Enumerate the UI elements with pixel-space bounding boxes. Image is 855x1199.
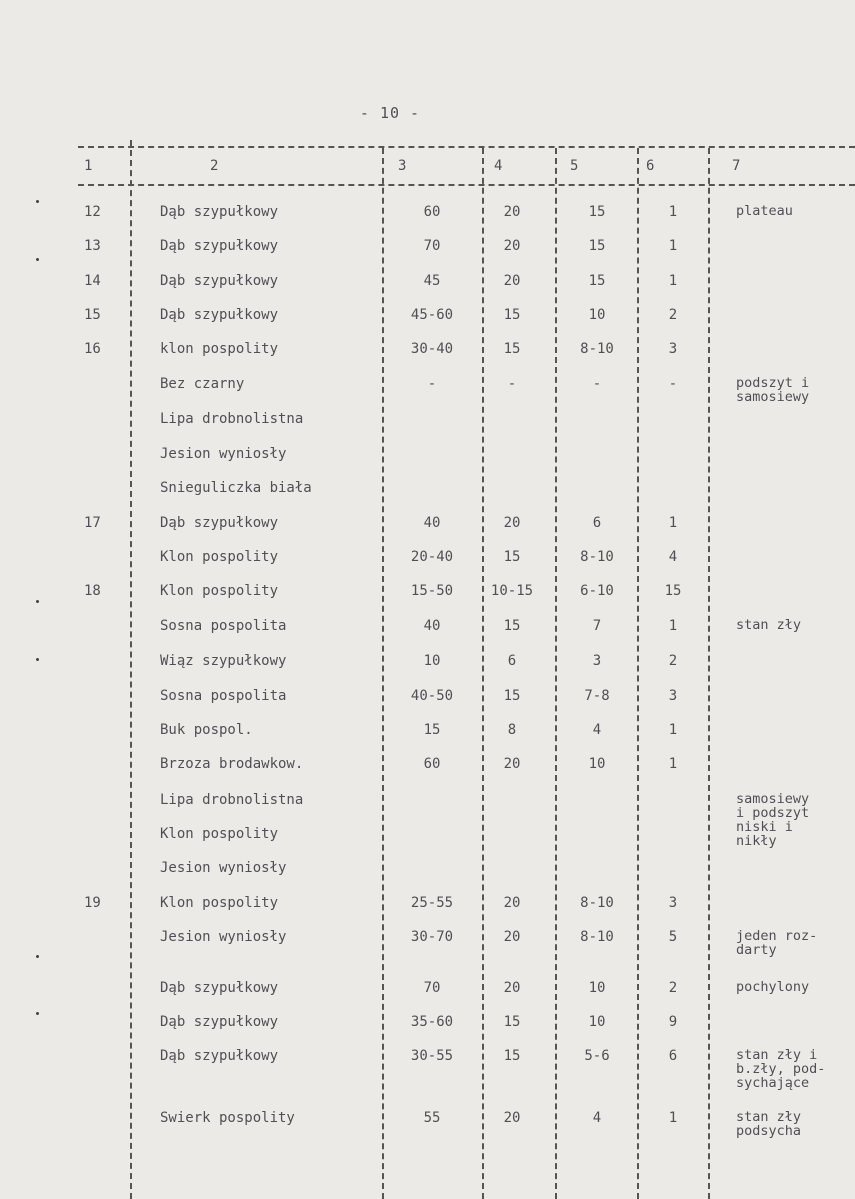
species-name: Dąb szypułkowy [160,1014,279,1030]
species-name: Brzoza brodawkow. [160,756,304,772]
value-col-3: 30-70 [410,929,454,945]
value-col-4: 15 [503,307,521,323]
value-col-5: 7 [592,618,602,634]
value-col-4: 15 [503,341,521,357]
value-col-3: 35-60 [410,1014,454,1030]
species-name: Sosna pospolita [160,688,287,704]
row-number: 13 [84,238,101,254]
value-col-5: 4 [592,722,602,738]
value-col-4: 15 [503,688,521,704]
value-col-4: 15 [503,1048,521,1064]
margin-speck [36,658,39,661]
species-name: Dąb szypułkowy [160,1048,279,1064]
species-name: Klon pospolity [160,826,279,842]
species-name: Lipa drobnolistna [160,792,304,808]
value-col-6: 3 [668,895,678,911]
value-col-5: 15 [588,238,606,254]
value-col-6: 1 [668,722,678,738]
species-name: Dąb szypułkowy [160,980,279,996]
remark: pochylony [736,979,810,995]
margin-speck [36,955,39,958]
species-name: Dąb szypułkowy [160,204,279,220]
value-col-3: 25-55 [410,895,454,911]
value-col-5: 8-10 [580,549,614,565]
column-divider [637,148,639,1199]
margin-speck [36,600,39,603]
value-col-6: 1 [668,618,678,634]
species-name: Lipa drobnolistna [160,411,304,427]
row-number: 18 [84,583,101,599]
value-col-4: 8 [507,722,517,738]
value-col-5: 5-6 [584,1048,610,1064]
row-number: 16 [84,341,101,357]
value-col-4: 20 [503,756,521,772]
species-name: Jesion wyniosły [160,929,287,945]
value-col-5: 7-8 [584,688,610,704]
value-col-4: 20 [503,515,521,531]
species-name: klon pospolity [160,341,279,357]
value-col-5: 8-10 [580,341,614,357]
remark: jeden roz- darty [736,928,818,958]
value-col-5: - [592,376,602,392]
species-name: Dąb szypułkowy [160,307,279,323]
species-name: Klon pospolity [160,895,279,911]
remark: samosiewy i podszyt niski i nikły [736,791,810,849]
value-col-4: 20 [503,980,521,996]
column-divider [382,148,384,1199]
margin-speck [36,1012,39,1015]
value-col-5: 3 [592,653,602,669]
value-col-3: 20-40 [410,549,454,565]
value-col-4: 20 [503,895,521,911]
value-col-6: 3 [668,341,678,357]
value-col-5: 4 [592,1110,602,1126]
column-header: 6 [646,158,655,174]
value-col-5: 10 [588,307,606,323]
value-col-6: 2 [668,980,678,996]
value-col-5: 15 [588,273,606,289]
column-divider [555,148,557,1199]
species-name: Sosna pospolita [160,618,287,634]
species-name: Jesion wyniosły [160,860,287,876]
column-header: 3 [398,158,407,174]
value-col-3: - [427,376,437,392]
value-col-3: 15 [423,722,441,738]
species-name: Klon pospolity [160,583,279,599]
species-name: Snieguliczka biała [160,480,312,496]
value-col-4: - [507,376,517,392]
header-top-rule [78,146,855,148]
value-col-6: 2 [668,653,678,669]
value-col-3: 60 [423,756,441,772]
value-col-6: 3 [668,688,678,704]
value-col-6: 1 [668,273,678,289]
row-number: 14 [84,273,101,289]
column-header: 5 [570,158,579,174]
value-col-5: 10 [588,756,606,772]
remark: podszyt i samosiewy [736,375,810,405]
value-col-4: 20 [503,1110,521,1126]
remark: stan zły podsycha [736,1109,802,1139]
value-col-6: 15 [664,583,682,599]
value-col-6: 1 [668,238,678,254]
column-header: 2 [210,158,219,174]
species-name: Dąb szypułkowy [160,515,279,531]
value-col-5: 15 [588,204,606,220]
value-col-5: 6-10 [580,583,614,599]
value-col-3: 45 [423,273,441,289]
value-col-4: 20 [503,929,521,945]
species-name: Wiąz szypułkowy [160,653,287,669]
value-col-3: 30-55 [410,1048,454,1064]
value-col-6: 6 [668,1048,678,1064]
species-name: Klon pospolity [160,549,279,565]
species-name: Dąb szypułkowy [160,273,279,289]
species-name: Bez czarny [160,376,245,392]
column-divider [708,148,710,1199]
value-col-6: 2 [668,307,678,323]
value-col-6: 1 [668,204,678,220]
value-col-4: 15 [503,618,521,634]
value-col-3: 60 [423,204,441,220]
value-col-3: 70 [423,980,441,996]
remark: stan zły i b.zły, pod- sychające [736,1047,826,1091]
value-col-4: 6 [507,653,517,669]
value-col-3: 40 [423,515,441,531]
value-col-6: - [668,376,678,392]
value-col-3: 45-60 [410,307,454,323]
value-col-5: 8-10 [580,929,614,945]
species-name: Buk pospol. [160,722,253,738]
column-divider [482,148,484,1199]
value-col-4: 15 [503,1014,521,1030]
value-col-6: 1 [668,1110,678,1126]
value-col-6: 1 [668,756,678,772]
value-col-6: 1 [668,515,678,531]
value-col-3: 15-50 [410,583,454,599]
value-col-4: 15 [503,549,521,565]
species-name: Jesion wyniosły [160,446,287,462]
value-col-4: 10-15 [490,583,534,599]
row-number: 19 [84,895,101,911]
column-divider [130,140,132,1199]
value-col-3: 70 [423,238,441,254]
species-name: Swierk pospolity [160,1110,295,1126]
value-col-5: 10 [588,1014,606,1030]
value-col-6: 4 [668,549,678,565]
row-number: 15 [84,307,101,323]
remark: plateau [736,203,793,219]
column-header: 4 [494,158,503,174]
value-col-5: 8-10 [580,895,614,911]
remark: stan zły [736,617,802,633]
margin-speck [36,200,39,203]
value-col-5: 6 [592,515,602,531]
column-header: 1 [84,158,93,174]
margin-speck [36,258,39,261]
value-col-5: 10 [588,980,606,996]
value-col-4: 20 [503,273,521,289]
value-col-3: 40-50 [410,688,454,704]
value-col-3: 30-40 [410,341,454,357]
species-name: Dąb szypułkowy [160,238,279,254]
page-number: - 10 - [359,104,421,122]
value-col-4: 20 [503,204,521,220]
row-number: 12 [84,204,101,220]
value-col-3: 55 [423,1110,441,1126]
column-header: 7 [732,158,741,174]
value-col-4: 20 [503,238,521,254]
value-col-6: 5 [668,929,678,945]
value-col-3: 10 [423,653,441,669]
row-number: 17 [84,515,101,531]
value-col-6: 9 [668,1014,678,1030]
value-col-3: 40 [423,618,441,634]
header-bottom-rule [78,184,855,186]
